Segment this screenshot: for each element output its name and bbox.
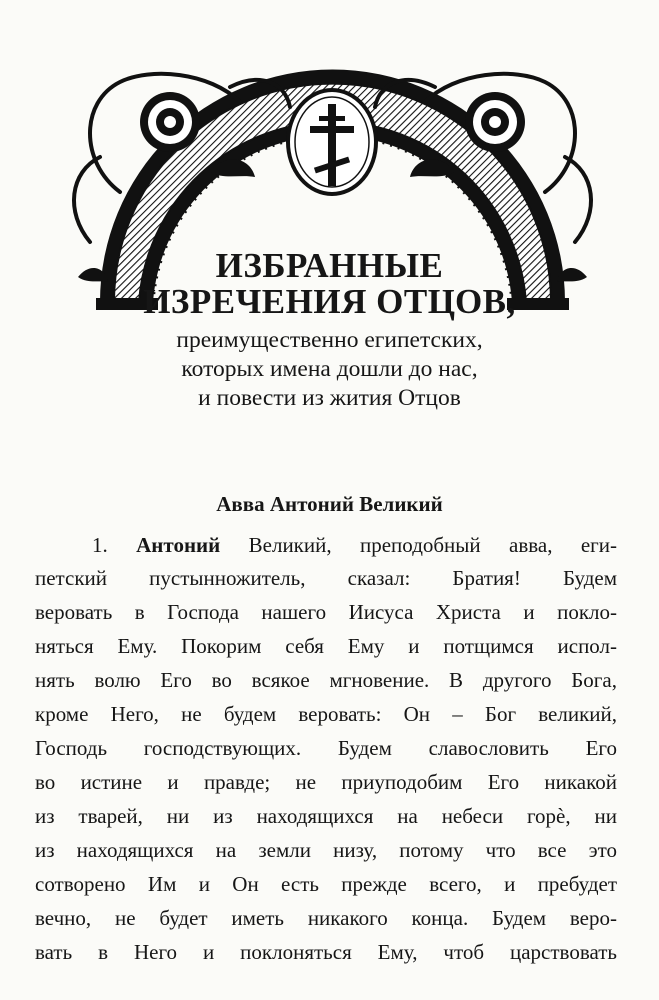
body-line: из тварей, ни из находящихся на небеси горѐ, ни	[35, 804, 617, 828]
body-line: Господь господствующих. Будем славословить Его	[35, 736, 617, 760]
body-line: вать в Него и поклоняться Ему, чтоб царствовать	[35, 940, 617, 964]
paragraph-number: 1.	[92, 533, 108, 557]
rosette-right-icon	[465, 92, 525, 152]
body-line: сотворено Им и Он есть прежде всего, и пребудет	[35, 872, 617, 896]
body-line: нять волю Его во всякое мгновение. В другого Бога,	[35, 668, 617, 692]
body-line: вечно, не будет иметь никакого конца. Будем веро-	[35, 906, 617, 930]
title-line-2: ИЗРЕЧЕНИЯ ОТЦОВ,	[143, 282, 516, 321]
body-line: из находящихся на земли низу, потому что все это	[35, 838, 617, 862]
rosette-left-icon	[140, 92, 200, 152]
body-line: во истине и правде; не приуподобим Его никакой	[35, 770, 617, 794]
body-line: няться Ему. Покорим себя Ему и потщимся испол-	[35, 634, 617, 658]
subtitle-line-3: и повести из жития Отцов	[198, 385, 461, 411]
first-line-rest: Великий, преподобный авва, еги-	[248, 533, 618, 557]
body-line: веровать в Господа нашего Иисуса Христа и покло-	[35, 600, 617, 624]
body-line: петский пустынножитель, сказал: Братия! Будем	[35, 566, 617, 590]
title-line-1: ИЗБРАННЫЕ	[215, 246, 444, 285]
paragraph-first-line	[92, 533, 617, 557]
body-line: кроме Него, не будем веровать: Он – Бог великий,	[35, 702, 617, 726]
subtitle-line-1: преимущественно египетских,	[176, 327, 483, 353]
section-heading: Авва Антоний Великий	[216, 492, 443, 516]
subtitle-line-2: которых имена дошли до нас,	[181, 356, 478, 382]
speaker-name: Антоний	[136, 533, 221, 557]
